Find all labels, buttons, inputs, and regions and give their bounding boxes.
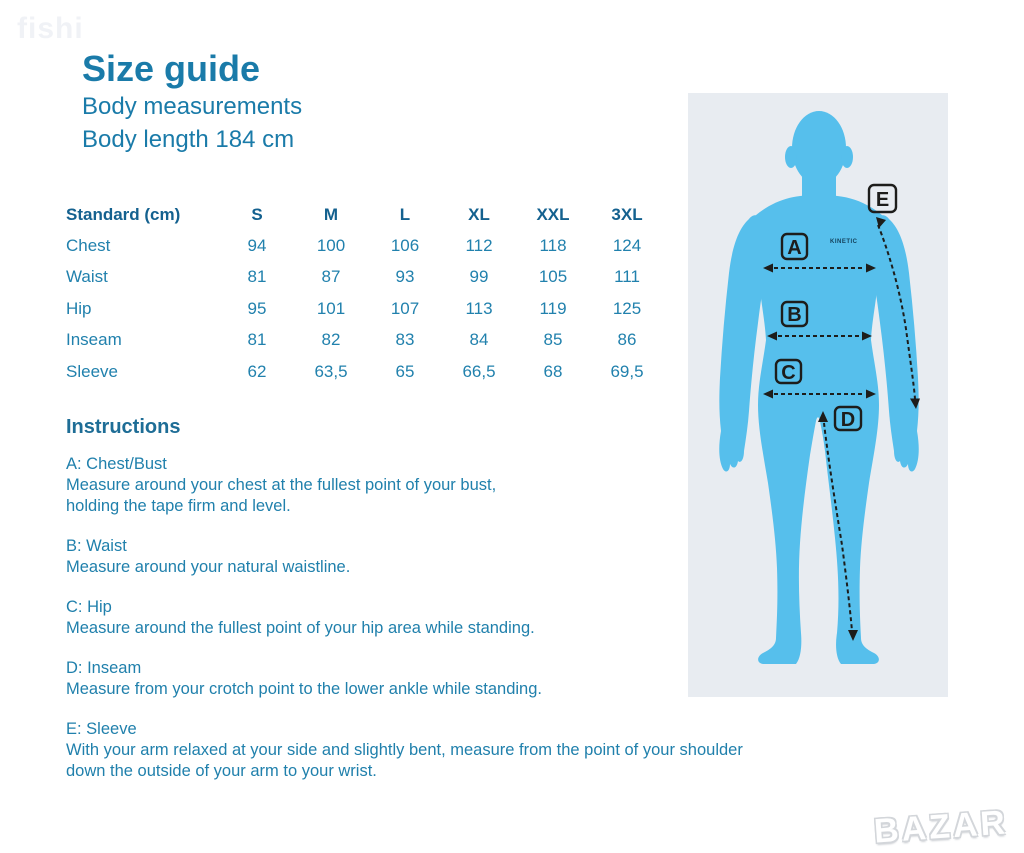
table-cell: 118 [539,236,567,256]
instruction-label: A: Chest/Bust [66,455,167,473]
table-header-xl: XL [468,204,490,224]
table-cell: 112 [465,236,493,256]
instruction-sleeve [66,719,743,782]
label-c-letter: C [781,362,796,384]
instruction-text: Measure around your chest at the fullest point of your bust, [66,476,497,494]
table-header-standard: Standard (cm) [66,204,181,224]
instruction-text: Measure around your natural waistline. [66,558,351,576]
table-cell: 86 [617,330,637,350]
table-cell: 81 [247,267,267,287]
size-table [66,199,664,387]
table-header-3xl: 3XL [611,204,643,224]
table-cell: 119 [539,298,567,318]
table-cell: 83 [395,330,415,350]
table-cell: 87 [321,267,341,287]
instruction-label: B: Waist [66,537,127,555]
kinetic-brand-text: KINETIC [830,239,858,245]
table-cell: 82 [321,330,341,350]
instructions-heading: Instructions [66,416,181,438]
instruction-text: With your arm relaxed at your side and slightly bent, measure from the point of your shoulder [66,741,743,759]
subtitle-body-measurements: Body measurements [82,93,303,120]
row-label-hip: Hip [66,298,92,318]
body-measurement-diagram [688,93,948,697]
table-cell: 106 [390,236,420,256]
row-label-waist: Waist [66,267,108,287]
instruction-label: E: Sleeve [66,720,137,738]
table-cell: 101 [316,298,346,318]
instruction-text: down the outside of your arm to your wrist. [66,762,377,780]
table-cell: 69,5 [610,361,644,381]
table-cell: 95 [247,298,267,318]
instructions-section [66,414,743,801]
table-cell: 62 [247,361,267,381]
table-cell: 93 [395,267,415,287]
label-a-letter: A [787,237,802,259]
table-cell: 68 [543,361,563,381]
table-cell: 81 [247,330,267,350]
table-cell: 113 [465,298,493,318]
table-cell: 125 [612,298,642,318]
table-header-s: S [251,204,263,224]
table-cell: 84 [469,330,489,350]
row-label-sleeve: Sleeve [66,361,118,381]
header [82,48,302,156]
body-diagram-panel [688,93,948,697]
watermark-fishi: fishi [17,12,84,45]
table-cell: 107 [390,298,420,318]
instruction-text: Measure around the fullest point of your hip area while standing. [66,619,535,637]
table-cell: 111 [614,267,640,287]
table-cell: 105 [538,267,568,287]
instruction-hip [66,597,743,639]
instruction-waist [66,536,743,578]
row-label-chest: Chest [66,236,111,256]
instruction-text: holding the tape firm and level. [66,497,291,515]
table-cell: 124 [612,236,642,256]
table-cell: 65 [395,361,415,381]
table-header-xxl: XXL [536,204,570,224]
instruction-chest-bust [66,454,743,517]
label-e-letter: E [875,189,890,211]
table-header-l: L [399,204,411,224]
watermark-bazar: BAZAR [872,803,1010,851]
label-b-letter: B [787,304,802,326]
subtitle-body-length: Body length 184 cm [82,126,295,153]
table-cell: 63,5 [314,361,348,381]
page-title: Size guide [82,48,261,89]
instruction-label: C: Hip [66,598,112,616]
instruction-inseam [66,658,743,700]
instruction-label: D: Inseam [66,659,142,677]
table-header-m: M [323,204,339,224]
table-cell: 94 [247,236,267,256]
row-label-inseam: Inseam [66,330,122,350]
instruction-text: Measure from your crotch point to the lower ankle while standing. [66,680,542,698]
table-cell: 99 [469,267,489,287]
table-cell: 66,5 [462,361,496,381]
table-cell: 100 [316,236,346,256]
label-d-letter: D [840,409,856,431]
table-cell: 85 [543,330,563,350]
